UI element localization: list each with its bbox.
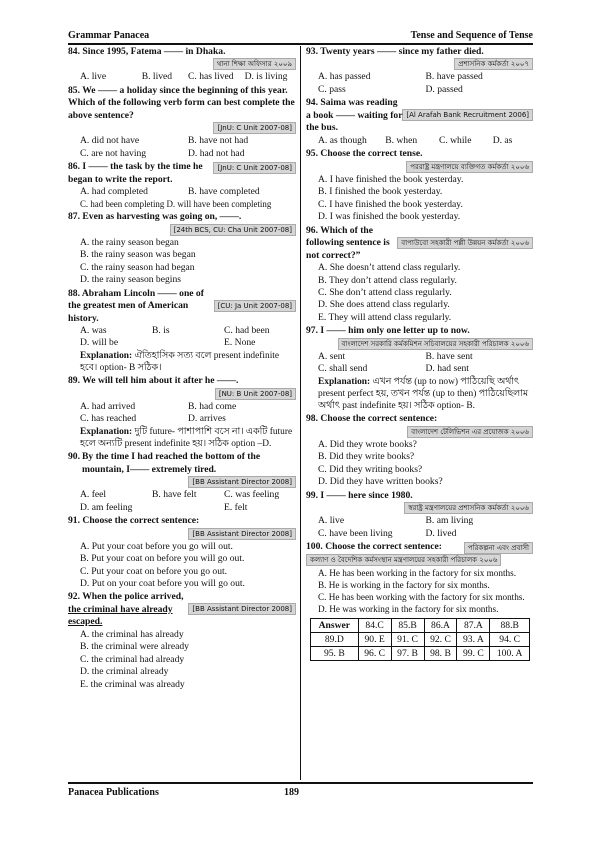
- answer-cell: 99. C: [457, 647, 490, 661]
- source-tag-cont: কল্যাণ ও বৈদেশিক কর্মসংস্থান মন্ত্রণালয়ের সহকারী পরিচালক ২০০৬: [306, 554, 501, 566]
- option-d: D. had not had: [188, 147, 245, 159]
- question-stem: 99. I —— here since 1980.: [306, 489, 413, 501]
- source-tag: বাংলাদেশ টেলিভিশন এর প্রযোজক ২০০৬: [407, 426, 533, 438]
- question-90: [68, 451, 296, 514]
- option-d: D. Did they have written books?: [318, 476, 443, 488]
- source-tag: [BB Assistant Director 2008]: [188, 476, 296, 488]
- option-a: A. had completed: [80, 186, 148, 198]
- question-stem: [CU: Ja Unit 2007-08] 88. Abraham Lincoln —— one of the greatest men of American history.: [68, 288, 296, 325]
- answer-cell: 91. C: [391, 633, 424, 647]
- option-b: B. am living: [425, 515, 474, 527]
- option-d: D. is living: [244, 71, 288, 83]
- option-a: A. had arrived: [80, 400, 136, 412]
- option-b: B. the rainy season was began: [80, 249, 196, 261]
- answer-cell: 87.A: [457, 619, 490, 633]
- option-d: D. will have been completing: [166, 198, 272, 209]
- option-c: C. while: [438, 134, 472, 146]
- answer-cell: 90. E: [358, 633, 391, 647]
- answer-cell: 86.A: [424, 619, 457, 633]
- option-b: B. have not had: [188, 135, 249, 147]
- question-stem: বাপাউবো সহকারী পল্লী উন্নয়ন কর্মকর্তা ২০০৬ 96. Which of the following sentence is not correct?”: [306, 225, 533, 262]
- option-a: A. sent: [318, 350, 346, 362]
- option-c: C. had been completing: [80, 198, 165, 209]
- question-86: [68, 161, 296, 210]
- option-d: D. the criminal already: [80, 666, 169, 678]
- option-a: A. He has been working in the factory for six months.: [318, 567, 516, 578]
- question-98: [306, 413, 533, 488]
- option-a: A. Did they wrote books?: [318, 438, 417, 450]
- question-stem: 85. We —— a holiday since the beginning of this year. Which of the following verb form can best complete the above sentence?: [68, 84, 295, 121]
- option-c: C. He has been working with the factory for six months.: [318, 591, 525, 602]
- answer-cell: 96. C: [358, 647, 391, 661]
- option-b: B. He is working in the factory for six months.: [318, 579, 490, 590]
- question-stem: [JnU: C Unit 2007-08] 86. I —— the task by the time he began to write the report.: [68, 161, 296, 186]
- source-tag: [JnU: C Unit 2007-08]: [213, 162, 296, 174]
- option-c: C. pass: [318, 83, 346, 95]
- question-93: [306, 46, 533, 96]
- option-d: D. I was finished the book yesterday.: [318, 211, 461, 223]
- explanation: Explanation: দুটি future- পাশাপাশি বসে না। একটি future হলে অন্যটি present indefinite হয়। সঠিক option –D.: [80, 426, 293, 450]
- answer-cell: 98. B: [424, 647, 457, 661]
- option-b: B. when: [385, 134, 418, 146]
- underlined-phrase: the criminal have already escaped.: [68, 603, 173, 628]
- page-number: 189: [284, 787, 299, 798]
- right-column: [306, 46, 533, 778]
- option-c: C. has lived: [188, 71, 234, 83]
- footer-publisher: Panacea Publications: [68, 787, 159, 798]
- answer-table: [310, 618, 530, 661]
- source-tag: [NU: B Unit 2007-08]: [215, 388, 296, 400]
- option-b: B. have passed: [425, 71, 483, 83]
- option-c: C. the criminal had already: [80, 653, 185, 665]
- source-tag: থানা শিক্ষা অফিসার ২০০৯: [213, 58, 296, 70]
- question-89: [68, 375, 296, 450]
- running-header: [68, 29, 533, 45]
- source-tag: পররাষ্ট্র মন্ত্রণালয়ে ব্যক্তিগত কর্মকর্তা ২০০৬: [406, 161, 533, 173]
- option-d: D. She does attend class regularly.: [318, 299, 450, 311]
- answer-cell: 95. B: [311, 647, 359, 661]
- answer-cell: 84.C: [358, 619, 391, 633]
- question-88: [68, 288, 296, 375]
- option-b: B. lived: [141, 71, 173, 83]
- option-b: B. Put your coat on before you will go out.: [80, 553, 245, 565]
- question-stem: 90. By the time I had reached the bottom of the mountain, I—— extremely tired.: [68, 451, 261, 475]
- explanation: Explanation: ঐতিহাসিক সত্য বলে present indefinite হবে। option- B সঠিক।: [80, 350, 280, 374]
- option-a: A. the rainy season began: [80, 236, 179, 248]
- answer-cell: 89.D: [311, 633, 359, 647]
- option-c: C. has reached: [80, 413, 137, 425]
- explanation: Explanation: এখন পর্যন্ত (up to now) পাঠিয়েছি অর্থাৎ present perfect হয়, তখন পর্যন্ত (up to then) পাঠিয়েছিলাম অর্থাৎ past indefinite হয়। সঠিক option- B.: [318, 376, 529, 412]
- option-c: C. the rainy season had began: [80, 261, 195, 273]
- question-97: [306, 325, 533, 412]
- question-stem: 89. We will tell him about it after he ——.: [68, 375, 239, 387]
- source-tag: বাপাউবো সহকারী পল্লী উন্নয়ন কর্মকর্তা ২০০৬: [397, 237, 533, 249]
- question-stem: 97. I —— him only one letter up to now.: [306, 325, 470, 337]
- running-footer: [68, 782, 533, 799]
- option-c: C. I have finished the book yesterday.: [318, 198, 463, 210]
- option-a: A. She doesn’t attend class regularly.: [318, 262, 461, 274]
- option-d: D. as: [492, 134, 513, 146]
- source-tag: স্বরাষ্ট্র মন্ত্রণালয়ের প্রশাসনিক কর্মকর্তা ২০০৬: [404, 502, 533, 514]
- option-d: D. lived: [425, 527, 457, 539]
- question-92: [68, 591, 296, 691]
- option-d: D. the rainy season begins: [80, 274, 181, 286]
- source-tag: [BB Assistant Director 2008]: [188, 528, 296, 540]
- answer-cell: 88.B: [490, 619, 530, 633]
- question-stem: 98. Choose the correct sentence:: [306, 413, 438, 425]
- question-84: [68, 46, 296, 84]
- option-b: B. is: [152, 325, 170, 337]
- option-a: A. I have finished the book yesterday.: [318, 173, 464, 185]
- question-stem: [BB Assistant Director 2008] 92. When the police arrived, the criminal have already escaped.: [68, 591, 296, 628]
- option-e: E. They will attend class regularly.: [318, 311, 452, 323]
- source-tag: [JnU: C Unit 2007-08]: [213, 122, 296, 134]
- question-99: [306, 490, 533, 540]
- source-tag: বাংলাদেশ সরকারি কর্মকমিশন সচিবালয়ের সহকারী পরিচালক ২০০৬: [338, 338, 533, 350]
- question-stem: [Al Arafah Bank Recruitment 2006] 94. Saima was reading a book —— waiting for the bus.: [306, 97, 533, 134]
- option-b: B. have completed: [188, 186, 260, 198]
- option-d: D. am feeling: [80, 501, 133, 513]
- option-a: A. feel: [80, 489, 107, 501]
- source-tag: [CU: Ja Unit 2007-08]: [214, 300, 296, 312]
- option-d: D. had sent: [425, 363, 469, 375]
- question-85: [68, 85, 296, 160]
- answer-cell: 85.B: [391, 619, 424, 633]
- question-stem: 95. Choose the correct tense.: [306, 148, 423, 160]
- option-a: A. was: [80, 325, 107, 337]
- option-c: C. She don’t attend class regularly.: [318, 286, 452, 298]
- option-a: A. Put your coat before you go will out.: [80, 540, 233, 552]
- header-chapter-title: Tense and Sequence of Tense: [410, 30, 533, 41]
- answer-cell: 92. C: [424, 633, 457, 647]
- answer-cell: 97. B: [391, 647, 424, 661]
- option-e: E. felt: [224, 501, 248, 513]
- question-stem: 93. Twenty years —— since my father died.: [306, 46, 484, 57]
- answer-label: Answer: [311, 619, 359, 633]
- option-c: C. Put your coat on before you go out.: [80, 565, 228, 577]
- option-c: C. are not having: [80, 147, 147, 159]
- option-c: C. was feeling: [224, 489, 280, 501]
- option-a: A. live: [318, 515, 345, 527]
- source-tag: প্রশাসনিক কর্মকর্তা ২০০৭: [454, 58, 533, 70]
- left-column: [68, 46, 296, 778]
- option-a: A. did not have: [80, 135, 140, 147]
- question-87: [68, 211, 296, 286]
- option-c: C. had been: [224, 325, 270, 337]
- source-tag: [24th BCS, CU: Cha Unit 2007-08]: [170, 224, 296, 236]
- question-96: [306, 225, 533, 325]
- source-tag: [BB Assistant Director 2008]: [188, 603, 296, 615]
- option-b: B. have felt: [152, 489, 197, 501]
- answer-cell: 94. C: [490, 633, 530, 647]
- option-a: A. live: [80, 71, 107, 83]
- option-d: D. Put on your coat before you will go out.: [80, 577, 245, 589]
- option-e: E. the criminal was already: [80, 678, 185, 690]
- option-d: D. He was working in the factory for six months.: [318, 603, 499, 614]
- header-book-title: Grammar Panacea: [68, 30, 150, 41]
- source-tag: [Al Arafah Bank Recruitment 2006]: [402, 109, 533, 121]
- option-c: C. have been living: [318, 527, 393, 539]
- column-divider: [300, 46, 301, 780]
- option-a: A. as though: [318, 134, 367, 146]
- option-b: B. have sent: [425, 350, 473, 362]
- option-b: B. had come: [188, 400, 237, 412]
- answer-row: [311, 633, 530, 647]
- question-91: [68, 515, 296, 590]
- question-stem: পরিকল্পনা এবং প্রবাসী 100. Choose the correct sentence:: [306, 541, 533, 553]
- answer-cell: 100. A: [490, 647, 530, 661]
- question-stem: 91. Choose the correct sentence:: [68, 515, 200, 527]
- question-95: [306, 148, 533, 223]
- source-tag: পরিকল্পনা এবং প্রবাসী: [464, 542, 533, 554]
- question-stem: 84. Since 1995, Fatema —— in Dhaka.: [68, 46, 226, 57]
- option-b: B. They don’t attend class regularly.: [318, 274, 457, 286]
- option-d: D. will be: [80, 337, 119, 349]
- answer-row: [311, 647, 530, 661]
- answer-row: [311, 619, 530, 633]
- option-d: D. passed: [425, 83, 463, 95]
- option-c: C. shall send: [318, 363, 368, 375]
- option-e: E. None: [224, 337, 256, 349]
- answer-cell: 93. A: [457, 633, 490, 647]
- option-b: B. I finished the book yesterday.: [318, 186, 443, 198]
- option-a: A. the criminal has already: [80, 628, 184, 640]
- option-b: B. the criminal were already: [80, 641, 189, 653]
- option-d: D. arrives: [188, 413, 226, 425]
- question-94: [306, 97, 533, 147]
- question-stem: 87. Even as harvesting was going on, ——.: [68, 211, 242, 223]
- option-b: B. Did they write books?: [318, 451, 415, 463]
- option-c: C. Did they writing books?: [318, 463, 423, 475]
- question-100: [306, 541, 533, 615]
- option-a: A. has passed: [318, 71, 371, 83]
